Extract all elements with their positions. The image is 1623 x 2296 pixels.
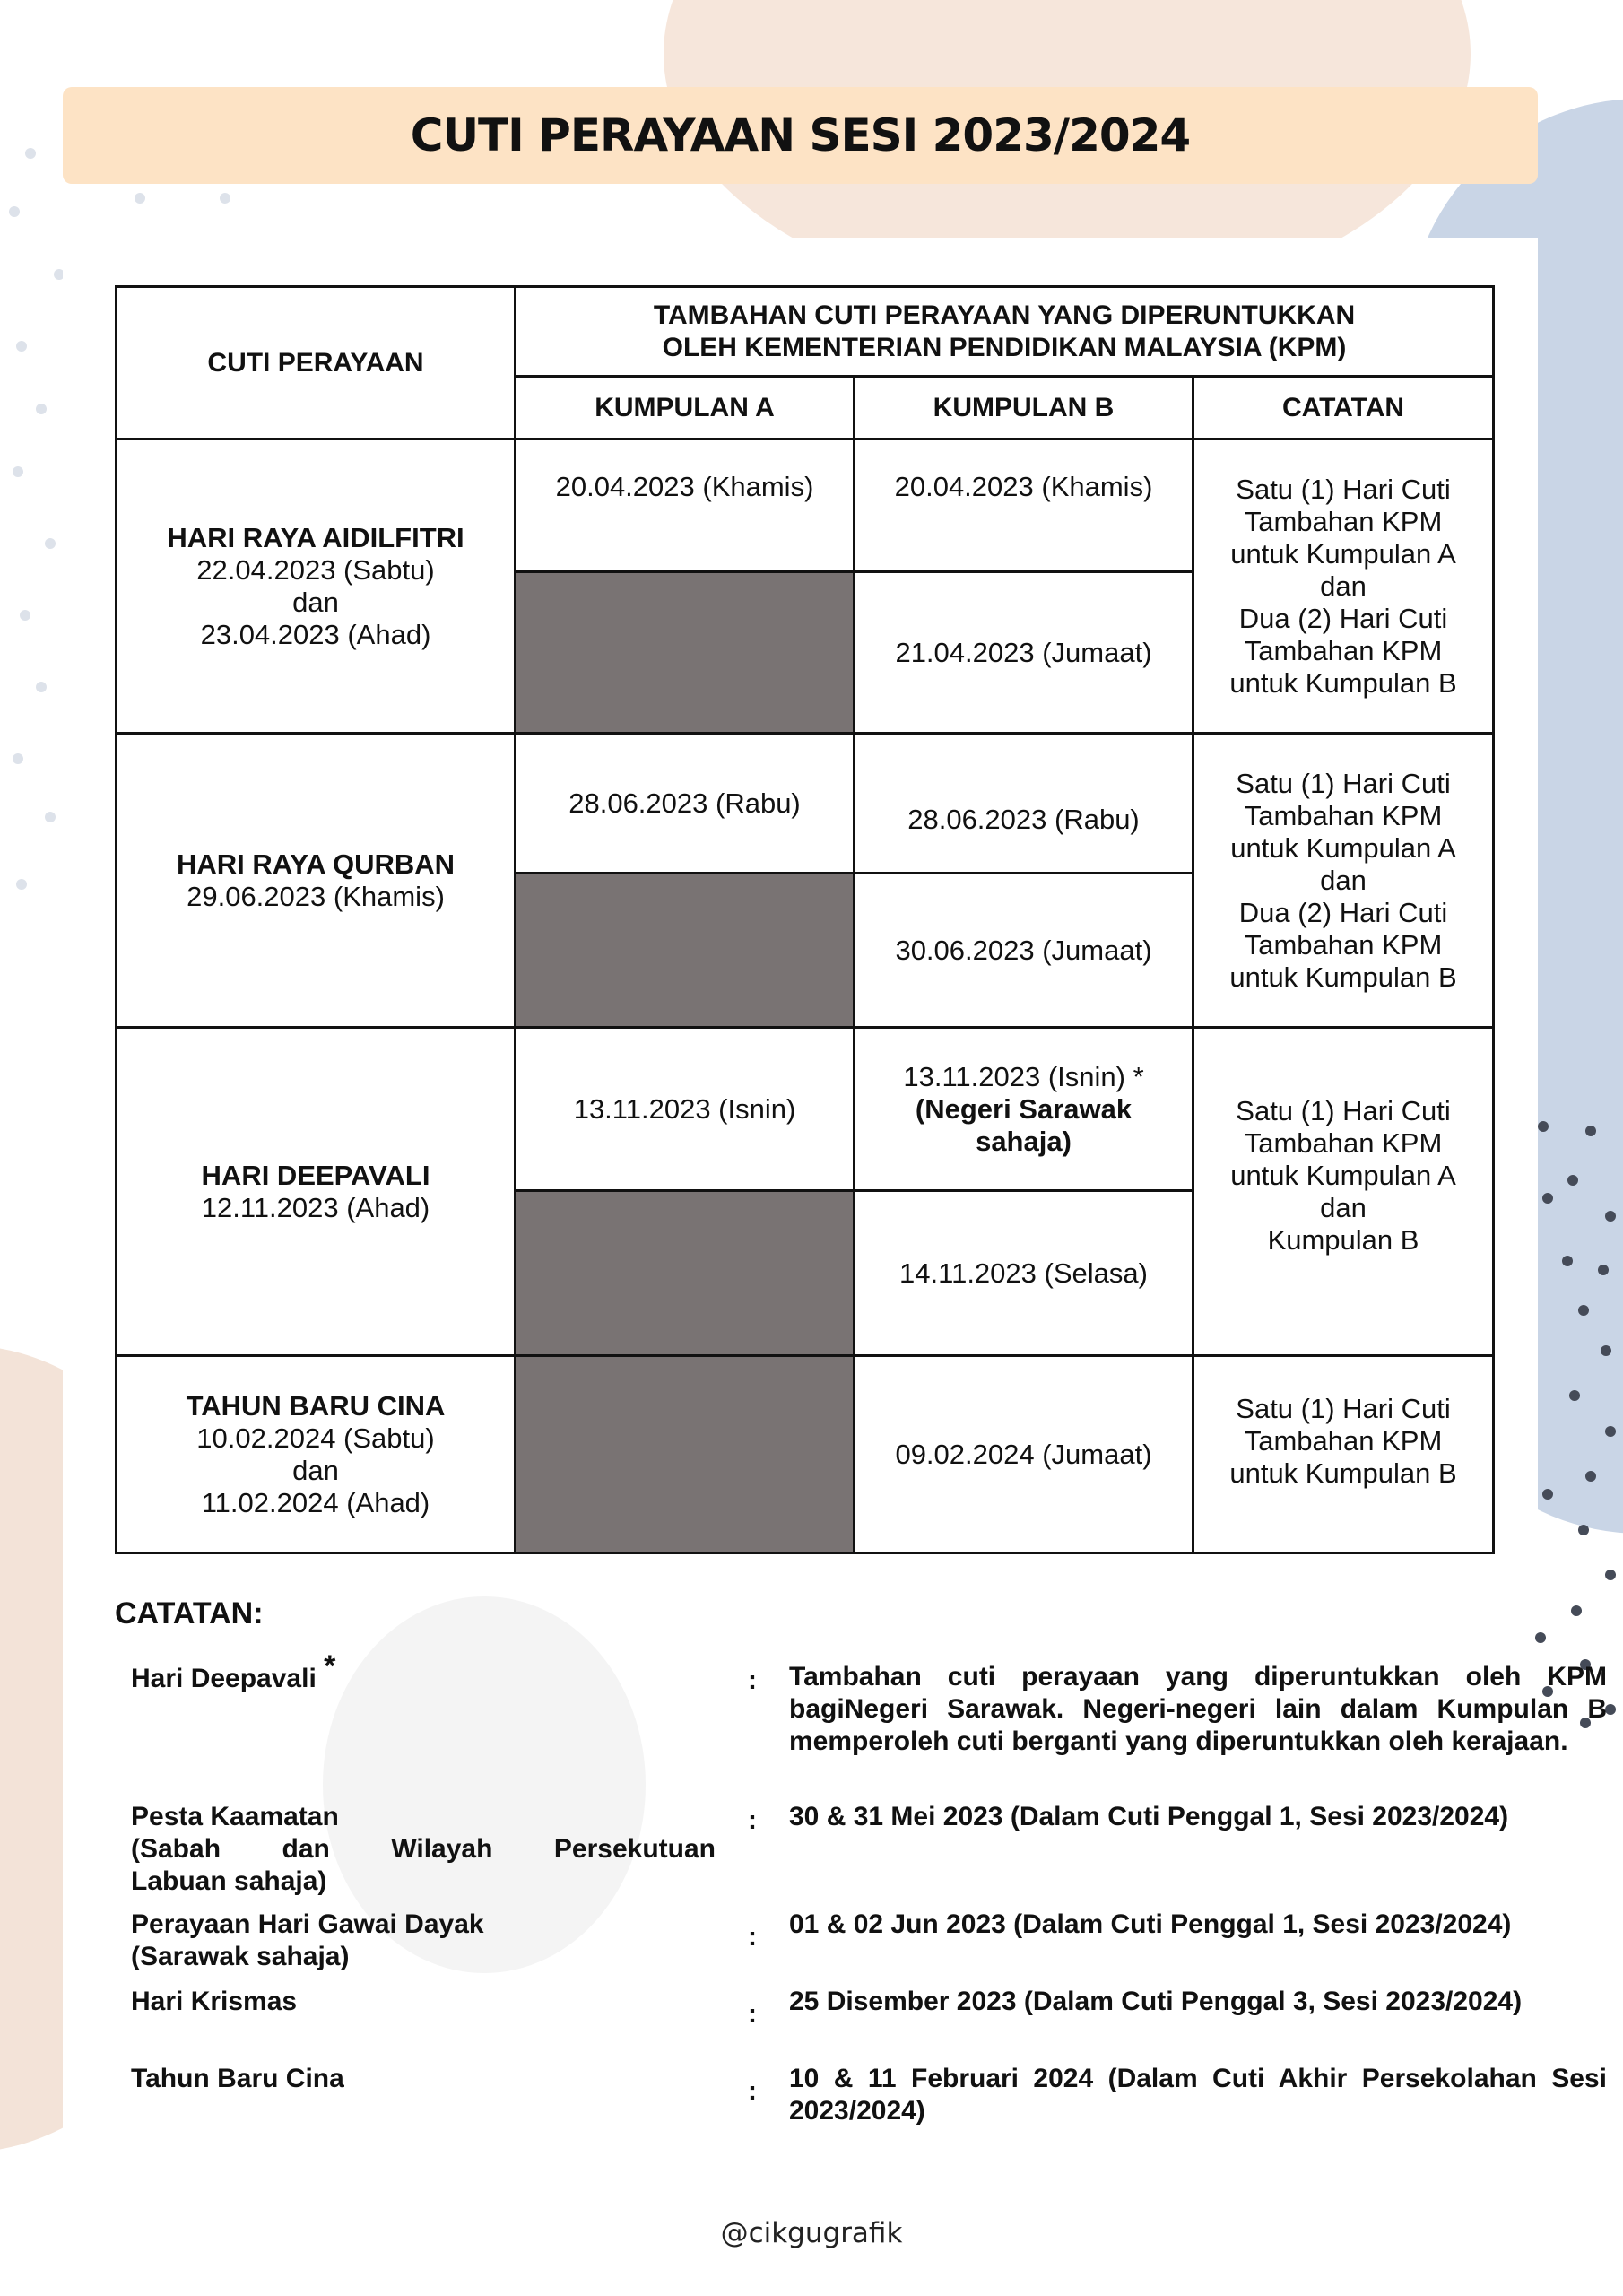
header-kumpulan-a: KUMPULAN A xyxy=(516,377,855,439)
header-tambahan-line1: TAMBAHAN CUTI PERAYAAN YANG DIPERUNTUKKAN xyxy=(653,300,1356,330)
note-key-word: (Sabah xyxy=(131,1834,221,1864)
festival-dan: dan xyxy=(292,1454,339,1486)
kumpulan-b-cell xyxy=(855,1028,1193,1191)
footer-credit: @cikgugrafik xyxy=(720,2217,903,2249)
notes-title: CATATAN: xyxy=(115,1596,264,1631)
festival-name: HARI RAYA QURBAN xyxy=(176,848,456,880)
catatan-line: untuk Kumpulan A xyxy=(1230,537,1456,570)
catatan-line: Tambahan KPM xyxy=(1244,1424,1443,1457)
festival-cell xyxy=(117,1356,516,1553)
header-festival: CUTI PERAYAAN xyxy=(117,287,516,439)
asterisk: * xyxy=(324,1649,336,1683)
kumpulan-b-note: (Negeri Sarawak xyxy=(915,1092,1133,1125)
empty-cell xyxy=(516,1191,855,1356)
note-colon: : xyxy=(748,1665,757,1695)
note-value: 01 & 02 Jun 2023 (Dalam Cuti Penggal 1, Sesi 2023/2024) xyxy=(789,1909,1512,1939)
title-banner xyxy=(63,87,1538,184)
empty-cell xyxy=(516,874,855,1028)
kumpulan-a-date: 28.06.2023 (Rabu) xyxy=(516,734,855,874)
festival-date: 22.04.2023 (Sabtu) xyxy=(196,553,435,586)
page-title: CUTI PERAYAAN SESI 2023/2024 xyxy=(410,109,1191,161)
note-value: Tambahan cuti perayaan yang diperuntukkan oleh KPM bagiNegeri Sarawak. Negeri-negeri lain dalam Kumpulan B memperoleh cuti berganti yang diperuntukkan oleh kerajaan. xyxy=(789,1662,1607,1756)
catatan-cell xyxy=(1193,734,1494,1028)
festival-date: 23.04.2023 (Ahad) xyxy=(200,618,431,650)
catatan-line: dan xyxy=(1320,864,1367,896)
catatan-cell xyxy=(1193,1028,1494,1356)
note-key: Hari Krismas xyxy=(131,1987,298,2016)
festival-name: TAHUN BARU CINA xyxy=(186,1389,446,1422)
note-key-text: Hari Deepavali xyxy=(131,1664,317,1693)
note-colon: : xyxy=(748,2076,757,2106)
festival-date: 29.06.2023 (Khamis) xyxy=(187,880,445,912)
note-key xyxy=(131,1801,716,1898)
catatan-line: Dua (2) Hari Cuti xyxy=(1238,896,1448,928)
catatan-line: untuk Kumpulan B xyxy=(1229,666,1457,699)
note-value: 30 & 31 Mei 2023 (Dalam Cuti Penggal 1, Sesi 2023/2024) xyxy=(789,1802,1509,1831)
festival-date: 11.02.2024 (Ahad) xyxy=(201,1486,430,1518)
note-key-text: (Sarawak sahaja) xyxy=(131,1942,350,1971)
note-key-text: Labuan sahaja) xyxy=(131,1866,327,1896)
holiday-table xyxy=(115,285,1495,1554)
note-value: 10 & 11 Februari 2024 (Dalam Cuti Akhir Persekolahan Sesi 2023/2024) xyxy=(789,2064,1607,2126)
catatan-line: Satu (1) Hari Cuti xyxy=(1236,767,1451,799)
empty-cell xyxy=(516,572,855,734)
catatan-line: Tambahan KPM xyxy=(1244,928,1443,961)
table-row xyxy=(117,439,1494,572)
note-key-word: dan xyxy=(282,1834,330,1864)
table-row xyxy=(117,1028,1494,1191)
kumpulan-b-date: 14.11.2023 (Selasa) xyxy=(855,1191,1193,1356)
festival-name: HARI RAYA AIDILFITRI xyxy=(167,521,464,553)
note-colon: : xyxy=(748,1805,757,1835)
header-tambahan-line2: OLEH KEMENTERIAN PENDIDIKAN MALAYSIA (KPM) xyxy=(662,332,1347,362)
catatan-line: untuk Kumpulan B xyxy=(1229,1457,1457,1489)
catatan-cell xyxy=(1193,439,1494,734)
festival-date: 10.02.2024 (Sabtu) xyxy=(196,1422,435,1454)
kumpulan-b-date: 09.02.2024 (Jumaat) xyxy=(855,1356,1193,1553)
note-key-word: Wilayah xyxy=(391,1834,493,1864)
note-value: 25 Disember 2023 (Dalam Cuti Penggal 3, Sesi 2023/2024) xyxy=(789,1987,1523,2016)
note-key-word: Persekutuan xyxy=(553,1834,716,1864)
catatan-line: Satu (1) Hari Cuti xyxy=(1236,473,1451,505)
note-key xyxy=(131,1909,716,1973)
festival-cell xyxy=(117,1028,516,1356)
kumpulan-a-date: 13.11.2023 (Isnin) xyxy=(516,1028,855,1191)
header-kumpulan-b: KUMPULAN B xyxy=(855,377,1193,439)
festival-dan: dan xyxy=(292,586,339,618)
catatan-line: dan xyxy=(1320,570,1367,602)
note-colon: : xyxy=(748,1999,757,2029)
festival-cell xyxy=(117,439,516,734)
note-key xyxy=(131,1649,716,1695)
catatan-line: Satu (1) Hari Cuti xyxy=(1236,1392,1451,1424)
catatan-line: Tambahan KPM xyxy=(1244,799,1443,831)
kumpulan-a-date: 20.04.2023 (Khamis) xyxy=(516,439,855,572)
table-row xyxy=(117,1356,1494,1553)
catatan-line: untuk Kumpulan B xyxy=(1229,961,1457,993)
catatan-line: untuk Kumpulan A xyxy=(1230,831,1456,864)
header-tambahan xyxy=(516,287,1494,377)
kumpulan-b-date: 30.06.2023 (Jumaat) xyxy=(855,874,1193,1028)
note-key-text: Pesta Kaamatan xyxy=(131,1802,339,1831)
catatan-cell xyxy=(1193,1356,1494,1553)
catatan-line: Tambahan KPM xyxy=(1244,634,1443,666)
catatan-spacer xyxy=(1202,1490,1485,1517)
note-key-justified xyxy=(131,1833,716,1866)
empty-cell xyxy=(516,1356,855,1553)
catatan-line: Satu (1) Hari Cuti xyxy=(1236,1094,1451,1126)
note-key: Tahun Baru Cina xyxy=(131,2064,344,2093)
catatan-line: dan xyxy=(1320,1191,1367,1223)
note-key-text: Perayaan Hari Gawai Dayak xyxy=(131,1909,484,1939)
kumpulan-b-date: 20.04.2023 (Khamis) xyxy=(855,439,1193,572)
kumpulan-b-note: sahaja) xyxy=(976,1125,1072,1157)
catatan-line: untuk Kumpulan A xyxy=(1230,1159,1456,1191)
note-colon: : xyxy=(748,1922,757,1952)
festival-name: HARI DEEPAVALI xyxy=(201,1159,430,1191)
kumpulan-b-date: 21.04.2023 (Jumaat) xyxy=(855,572,1193,734)
catatan-line: Kumpulan B xyxy=(1267,1223,1419,1256)
catatan-line: Dua (2) Hari Cuti xyxy=(1238,602,1448,634)
catatan-line: Tambahan KPM xyxy=(1244,505,1443,537)
festival-cell xyxy=(117,734,516,1028)
catatan-line: Tambahan KPM xyxy=(1244,1126,1443,1159)
kumpulan-b-date: 28.06.2023 (Rabu) xyxy=(855,734,1193,874)
festival-date: 12.11.2023 (Ahad) xyxy=(201,1191,430,1223)
header-catatan: CATATAN xyxy=(1193,377,1494,439)
kumpulan-b-date: 13.11.2023 (Isnin) * xyxy=(903,1060,1144,1092)
catatan-spacer xyxy=(1202,1257,1485,1289)
table-row xyxy=(117,734,1494,874)
